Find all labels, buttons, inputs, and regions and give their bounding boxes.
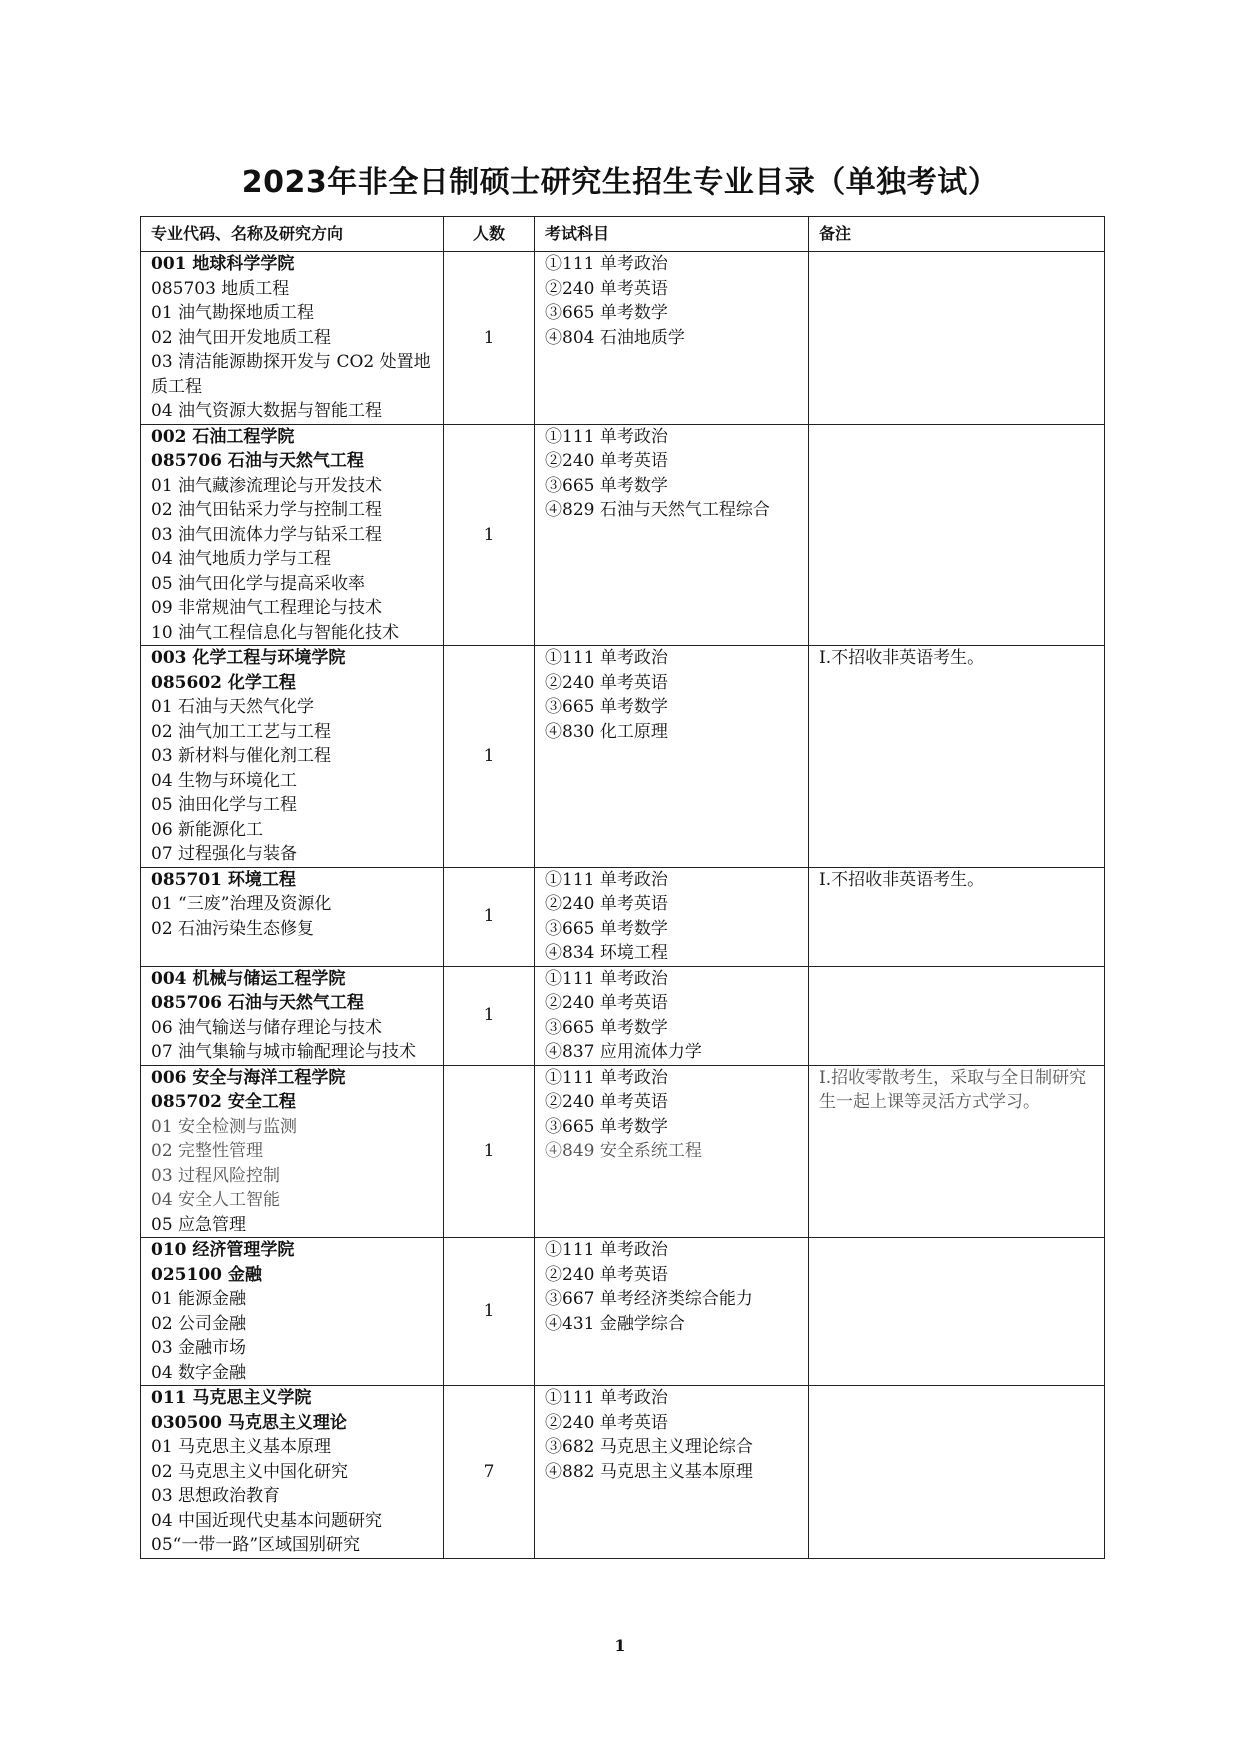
- research-direction: 03 油气田流体力学与钻采工程: [151, 524, 383, 545]
- enrollment-count: 1: [444, 252, 535, 425]
- research-direction: 06 新能源化工: [151, 819, 264, 840]
- remark-cell: [809, 424, 1105, 646]
- research-direction: 02 油气田钻采力学与控制工程: [151, 500, 383, 520]
- table-row: [141, 867, 1105, 966]
- research-direction: 10 油气工程信息化与智能化技术: [151, 622, 400, 643]
- table-row: [141, 646, 1105, 868]
- remark-cell: I.不招收非英语考生。: [809, 646, 1105, 868]
- research-direction: 02 公司金融: [151, 1313, 247, 1334]
- college-name: 001 地球科学学院: [151, 254, 295, 274]
- research-direction: 05 油田化学与工程: [151, 795, 298, 815]
- exam-subject: ④849 安全系统工程: [545, 1141, 702, 1161]
- research-direction: 09 非常规油气工程理论与技术: [151, 598, 383, 618]
- table-row: [141, 1386, 1105, 1559]
- research-direction: 07 过程强化与装备: [151, 844, 298, 864]
- program-cell: [141, 1065, 444, 1238]
- exam-subject: ③665 单考数学: [545, 1116, 668, 1137]
- exam-subject: ①111 单考政治: [545, 869, 668, 890]
- research-direction: 05 油气田化学与提高采收率: [151, 573, 366, 594]
- remark-cell: I.招收零散考生，采取与全日制研究生一起上课等灵活方式学习。: [809, 1065, 1105, 1238]
- research-direction: 03 金融市场: [151, 1338, 247, 1358]
- research-direction: 03 过程风险控制: [151, 1165, 281, 1186]
- enrollment-count: 1: [444, 966, 535, 1065]
- header-exams: 考试科目: [535, 217, 809, 252]
- exam-subject: ②240 单考英语: [545, 1092, 668, 1112]
- program-cell: [141, 1238, 444, 1386]
- exam-subject: ③665 单考数学: [545, 1017, 668, 1038]
- exam-subject: ④837 应用流体力学: [545, 1042, 702, 1062]
- research-direction: 05“一带一路”区域国别研究: [151, 1535, 361, 1555]
- exam-subject: ③667 单考经济类综合能力: [545, 1289, 753, 1309]
- exam-subject: ①111 单考政治: [545, 1388, 668, 1408]
- table-header-row: [141, 217, 1105, 252]
- research-direction: 04 中国近现代史基本问题研究: [151, 1510, 383, 1531]
- exam-subject: ④804 石油地质学: [545, 327, 685, 348]
- research-direction: 01 石油与天然气化学: [151, 697, 315, 717]
- header-program: 专业代码、名称及研究方向: [141, 217, 444, 252]
- major-name: 085602 化学工程: [151, 672, 296, 693]
- table-row: [141, 252, 1105, 425]
- research-direction: 02 油气田开发地质工程: [151, 327, 332, 348]
- table-row: [141, 966, 1105, 1065]
- table-row: [141, 1238, 1105, 1386]
- college-name: 010 经济管理学院: [151, 1240, 295, 1260]
- exam-subjects-cell: [535, 1386, 809, 1559]
- enrollment-count: 1: [444, 867, 535, 966]
- enrollment-count: 1: [444, 646, 535, 868]
- page-number: 1: [614, 1636, 626, 1655]
- exam-subject: ④882 马克思主义基本原理: [545, 1461, 753, 1482]
- exam-subject: ③665 单考数学: [545, 697, 668, 717]
- college-name: 006 安全与海洋工程学院: [151, 1067, 346, 1088]
- exam-subject: ②240 单考英语: [545, 993, 668, 1013]
- table-row: [141, 424, 1105, 646]
- college-name: 003 化学工程与环境学院: [151, 648, 346, 668]
- program-cell: [141, 424, 444, 646]
- exam-subject: ④829 石油与天然气工程综合: [545, 500, 770, 520]
- program-cell: [141, 966, 444, 1065]
- research-direction: 04 油气地质力学与工程: [151, 549, 332, 569]
- research-direction: 04 数字金融: [151, 1362, 247, 1383]
- exam-subject: ①111 单考政治: [545, 254, 668, 274]
- header-count: 人数: [444, 217, 535, 252]
- college-name: 004 机械与储运工程学院: [151, 968, 346, 989]
- major-name: 030500 马克思主义理论: [151, 1412, 347, 1433]
- major-name: 085703 地质工程: [151, 278, 290, 299]
- exam-subject: ③665 单考数学: [545, 918, 668, 939]
- college-name: 002 石油工程学院: [151, 426, 295, 447]
- exam-subject: ③665 单考数学: [545, 475, 668, 496]
- research-direction: 01 油气藏渗流理论与开发技术: [151, 475, 383, 496]
- exam-subject: ④834 环境工程: [545, 943, 668, 963]
- major-name: 085701 环境工程: [151, 869, 296, 890]
- research-direction: 04 生物与环境化工: [151, 770, 298, 791]
- research-direction: 06 油气输送与储存理论与技术: [151, 1017, 383, 1038]
- program-cell: [141, 252, 444, 425]
- exam-subject: ①111 单考政治: [545, 1240, 668, 1260]
- major-name: 085702 安全工程: [151, 1092, 296, 1112]
- exam-subject: ②240 单考英语: [545, 451, 668, 471]
- major-name: 025100 金融: [151, 1264, 262, 1285]
- research-direction: 01 油气勘探地质工程: [151, 303, 315, 323]
- research-direction: 01 “三废”治理及资源化: [151, 894, 332, 914]
- research-direction: 04 油气资源大数据与智能工程: [151, 401, 383, 421]
- exam-subject: ③682 马克思主义理论综合: [545, 1437, 753, 1457]
- exam-subject: ②240 单考英语: [545, 1412, 668, 1433]
- program-cell: [141, 867, 444, 966]
- page-title: 2023年非全日制硕士研究生招生专业目录（单独考试）: [241, 165, 999, 200]
- research-direction: 05 应急管理: [151, 1214, 247, 1235]
- enrollment-count: 1: [444, 424, 535, 646]
- major-name: 085706 石油与天然气工程: [151, 451, 364, 471]
- program-cell: [141, 1386, 444, 1559]
- remark-cell: [809, 1386, 1105, 1559]
- exam-subject: ④431 金融学综合: [545, 1313, 685, 1334]
- exam-subject: ②240 单考英语: [545, 278, 668, 299]
- research-direction: 04 安全人工智能: [151, 1190, 281, 1210]
- exam-subjects-cell: [535, 1238, 809, 1386]
- remark-cell: [809, 1238, 1105, 1386]
- research-direction: 07 油气集输与城市输配理论与技术: [151, 1042, 417, 1062]
- exam-subjects-cell: [535, 867, 809, 966]
- exam-subjects-cell: [535, 646, 809, 868]
- exam-subjects-cell: [535, 252, 809, 425]
- research-direction: 01 马克思主义基本原理: [151, 1437, 332, 1457]
- research-direction: 02 马克思主义中国化研究: [151, 1461, 349, 1482]
- research-direction: 02 完整性管理: [151, 1141, 264, 1161]
- exam-subjects-cell: [535, 966, 809, 1065]
- exam-subjects-cell: [535, 424, 809, 646]
- enrollment-count: 1: [444, 1065, 535, 1238]
- exam-subject: ④830 化工原理: [545, 721, 668, 742]
- header-remark: 备注: [809, 217, 1105, 252]
- exam-subject: ②240 单考英语: [545, 894, 668, 914]
- exam-subject: ①111 单考政治: [545, 426, 668, 447]
- remark-cell: I.不招收非英语考生。: [809, 867, 1105, 966]
- research-direction: 03 新材料与催化剂工程: [151, 746, 332, 766]
- research-direction: 01 安全检测与监测: [151, 1116, 298, 1137]
- enrollment-count: 1: [444, 1238, 535, 1386]
- program-cell: [141, 646, 444, 868]
- exam-subject: ①111 单考政治: [545, 968, 668, 989]
- research-direction: 02 石油污染生态修复: [151, 918, 315, 939]
- enrollment-count: 7: [444, 1386, 535, 1559]
- exam-subject: ③665 单考数学: [545, 303, 668, 323]
- research-direction: 03 清洁能源勘探开发与 CO2 处置地质工程: [151, 352, 431, 397]
- exam-subject: ②240 单考英语: [545, 1264, 668, 1285]
- college-name: 011 马克思主义学院: [151, 1388, 312, 1408]
- exam-subjects-cell: [535, 1065, 809, 1238]
- exam-subject: ①111 单考政治: [545, 648, 668, 668]
- remark-cell: [809, 252, 1105, 425]
- remark-cell: [809, 966, 1105, 1065]
- program-catalog-table: [140, 216, 1105, 1559]
- major-name: 085706 石油与天然气工程: [151, 993, 364, 1013]
- exam-subject: ②240 单考英语: [545, 672, 668, 693]
- research-direction: 01 能源金融: [151, 1289, 247, 1309]
- research-direction: 03 思想政治教育: [151, 1486, 281, 1506]
- table-row: [141, 1065, 1105, 1238]
- research-direction: 02 油气加工工艺与工程: [151, 721, 332, 742]
- exam-subject: ①111 单考政治: [545, 1067, 668, 1088]
